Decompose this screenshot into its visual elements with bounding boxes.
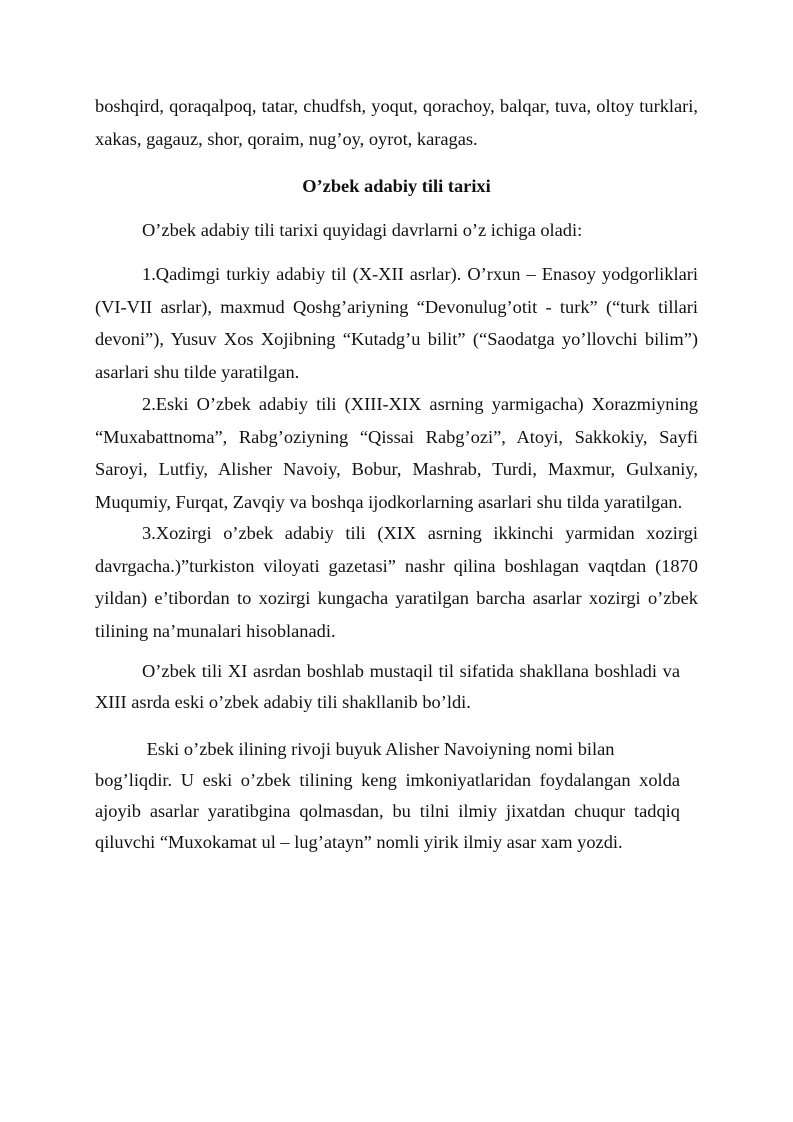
period-2-paragraph: 2.Eski O’zbek adabiy tili (XIII-XIX asrning yarmigacha) Xorazmiyning “Muxabattnoma”, Rabg’oziyning “Qissai Rabg’ozi”, Atoyi, Sakkokiy, Sayfi Saroyi, Lutfiy, Alisher Navoiy, Bobur, Mashrab, Turdi, Maxmur, Gulxaniy, Muqumiy, Furqat, Zavqiy va boshqa ijodkorlarning asarlari shu tilda yaratilgan. [95,394,698,512]
period-3-paragraph: 3.Xozirgi o’zbek adabiy tili (XIX asrning ikkinchi yarmidan xozirgi davrgacha.)”turkiston viloyati gazetasi” nashr qilina boshlagan vaqtdan (1870 yildan) e’tibordan to xozirgi kungacha yaratilgan barcha asarlar xozirgi o’zbek tilining na’munalari hisoblanadi. [95,523,698,641]
independence-paragraph [95,656,680,718]
navoiy-paragraph [95,734,680,858]
navoiy-line-3: ajoyib asarlar yaratibgina qolmasdan, bu tilni ilmiy jixatdan chuqur tadqiq [95,801,680,821]
independence-line-1: O’zbek tili XI asrdan boshlab mustaqil til sifatida shakllana boshladi va [142,661,680,681]
navoiy-line-4: qiluvchi “Muxokamat ul – lug’atayn” nomli yirik ilmiy asar xam yozdi. [95,832,623,852]
lead-paragraph: O’zbek adabiy tili tarixi quyidagi davrlarni o’z ichiga oladi: [142,220,583,240]
section-heading: O’zbek adabiy tili tarixi [302,176,491,196]
independence-line-2: XIII asrda eski o’zbek adabiy tili shakllanib bo’ldi. [95,692,471,712]
navoiy-line-1: Eski o’zbek ilining rivoji buyuk Alisher Navoiyning nomi bilan [142,739,615,759]
navoiy-line-2: bog’liqdir. U eski o’zbek tilining keng imkoniyatlaridan foydalangan xolda [95,770,680,790]
intro-continuation-paragraph: boshqird, qoraqalpoq, tatar, chudfsh, yoqut, qorachoy, balqar, tuva, oltoy turklari, xakas, gagauz, shor, qoraim, nug’oy, oyrot, karagas. [95,96,698,149]
period-1-paragraph: 1.Qadimgi turkiy adabiy til (X-XII asrlar). O’rxun – Enasoy yodgorliklari (VI-VII asrlar), maxmud Qoshg’ariyning “Devonulug’otit - turk” (“turk tillari devoni”), Yusuv Xos Xojibning “Kutadg’u bilit” (“Saodatga yo’llovchi bilim”) asarlari shu tilde yaratilgan. [95,264,698,382]
